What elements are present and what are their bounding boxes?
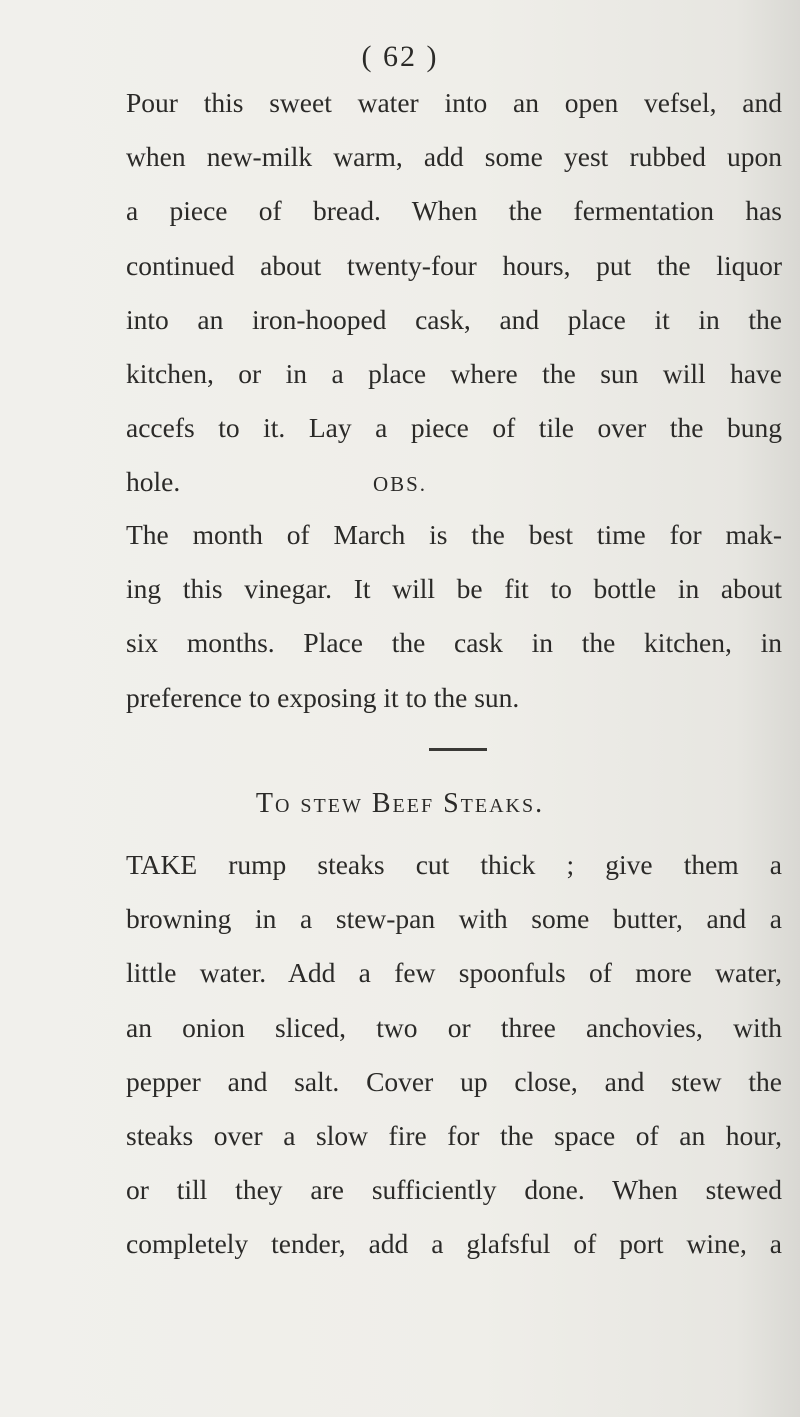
paragraph-2 [126, 508, 782, 725]
text-line: an onion sliced, two or three anchovies, with [126, 1011, 782, 1043]
text-line: steaks over a slow fire for the space of an hour, [126, 1119, 782, 1151]
paragraph-3 [126, 838, 782, 1272]
text-line: when new-milk warm, add some yest rubbed upon [126, 141, 782, 173]
text-line: six months. Place the cask in the kitchen, in [126, 627, 782, 659]
text-line: completely tender, add a glafsful of port wine, a [126, 1228, 782, 1260]
text-line: into an iron-hooped cask, and place it in the [126, 303, 782, 335]
text-line: The month of March is the best time for mak- [126, 519, 782, 550]
text-line: pepper and salt. Cover up close, and stew the [126, 1065, 782, 1097]
text-line: kitchen, or in a place where the sun will have [126, 357, 782, 389]
text-line: Pour this sweet water into an open vefsel, and [126, 87, 782, 118]
recipe-heading: To stew Beef Steaks. [255, 788, 545, 819]
text-line: a piece of bread. When the fermentation has [126, 195, 782, 227]
text-line: or till they are sufficiently done. When stewed [126, 1174, 782, 1206]
text-line: TAKE rump steaks cut thick ; give them a [126, 849, 782, 880]
text-line: browning in a stew-pan with some butter, and a [126, 903, 782, 935]
obs-heading: OBS. [372, 472, 428, 496]
text-line: accefs to it. Lay a piece of tile over the bung [126, 412, 782, 444]
paragraph-1 [126, 76, 782, 510]
text-line: ing this vinegar. It will be fit to bottle in about [126, 573, 782, 605]
page-number: ( 62 ) [361, 40, 439, 73]
section-divider [429, 748, 487, 751]
text-line: preference to exposing it to the sun. [126, 681, 520, 713]
text-line: little water. Add a few spoonfuls of more water, [126, 957, 782, 989]
text-line: hole. [126, 466, 181, 498]
text-line: continued about twenty-four hours, put the liquor [126, 249, 782, 281]
